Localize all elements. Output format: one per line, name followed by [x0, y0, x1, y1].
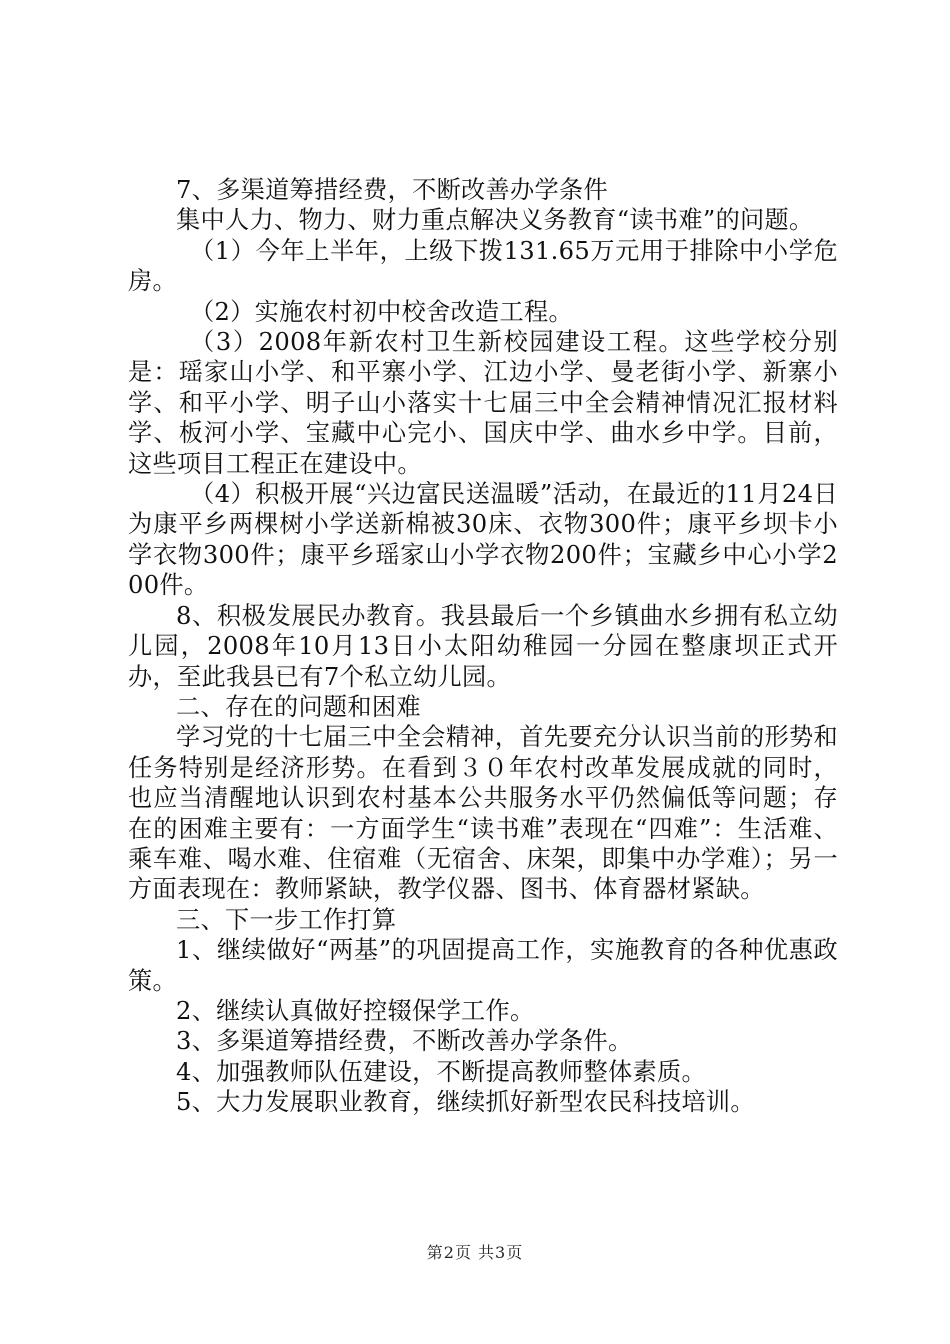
- document-body: [128, 175, 838, 1118]
- list-item-next-4: 4、加强教师队伍建设，不断提高教师整体素质。: [176, 1057, 706, 1086]
- list-item-next-1: 1、继续做好“两基”的巩固提高工作，实施教育的各种优惠政策。: [128, 936, 838, 995]
- section-heading-funding: 7、多渠道筹措经费，不断改善办学条件: [176, 176, 608, 204]
- section-heading-next-steps: 三、下一步工作打算: [176, 905, 397, 934]
- list-item-next-5: 5、大力发展职业教育，继续抓好新型农民科技培训。: [176, 1088, 755, 1117]
- list-item-funding-2: （2）实施农村初中校舍改造工程。: [190, 297, 574, 326]
- paragraph-problems: 学习党的十七届三中全会精神，首先要充分认识当前的形势和任务特别是经济形势。在看到３０年农村改革发展成就的同时，也应当清醒地认识到农村基本公共服务水平仍然偏低等问题；存在的困难主要有：一方面学生“读书难”表现在“四难”：生活难、乘车难、喝水难、住宿难（无宿舍、床架，即集中办学难）；另一方面表现在：教师紧缺，教学仪器、图书、体育器材紧缺。: [128, 723, 838, 904]
- list-item-funding-3: （3）2008年新农村卫生新校园建设工程。这些学校分别是：瑶家山小学、和平寨小学、江边小学、曼老街小学、新寨小学、和平小学、明子山小落实十七届三中全会精神情况汇报材料学、板河小学、宝藏中心完小、国庆中学、曲水乡中学。目前，这些项目工程正在建设中。: [128, 328, 838, 478]
- section-heading-problems: 二、存在的问题和困难: [176, 692, 421, 721]
- page-number-footer: 第2页 共3页: [426, 1243, 524, 1262]
- section-heading-private-education: 8、积极发展民办教育。我县最后一个乡镇曲水乡拥有私立幼儿园，2008年10月13日小太阳幼稚园一分园在整康坝正式开办，至此我县已有7个私立幼儿园。: [128, 601, 838, 691]
- list-item-next-2: 2、继续认真做好控辍保学工作。: [176, 996, 535, 1025]
- list-item-next-3: 3、多渠道筹措经费，不断改善办学条件。: [176, 1027, 633, 1056]
- paragraph-funding-intro: 集中人力、物力、财力重点解决义务教育“读书难”的问题。: [176, 206, 814, 235]
- list-item-funding-4: （4）积极开展“兴边富民送温暖”活动，在最近的11月24日为康平乡两棵树小学送新棉被30床、衣物300件；康平乡坝卡小学衣物300件；康平乡瑶家山小学衣物200件；宝藏乡中心小学200件。: [128, 480, 838, 600]
- list-item-funding-1: （1）今年上半年，上级下拨131.65万元用于排除中小学危房。: [128, 236, 838, 296]
